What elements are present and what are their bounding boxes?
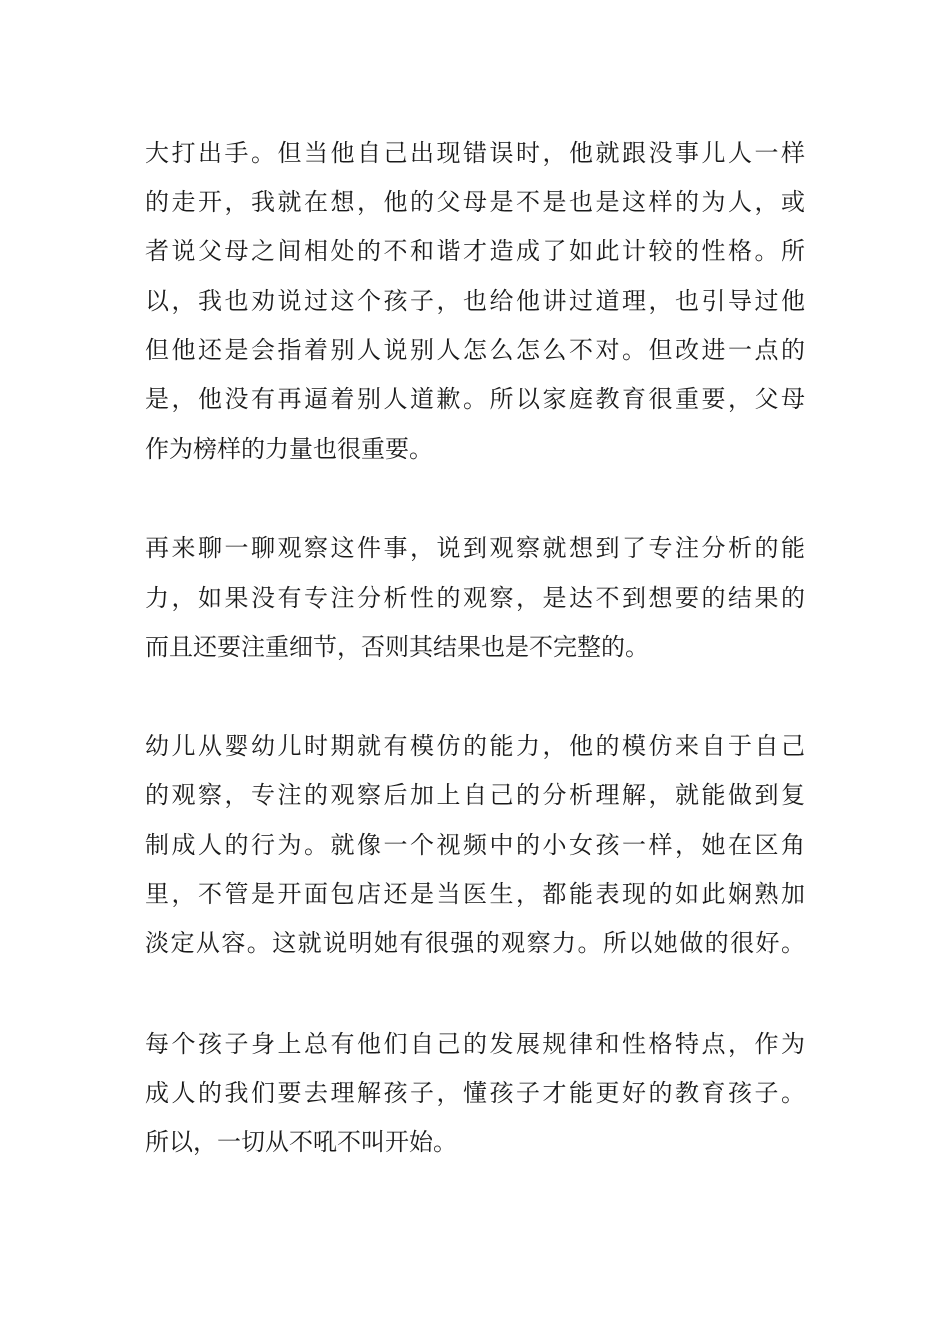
paragraph-2-line-1: 再来聊一聊观察这件事，说到观察就想到了专注分析的能 <box>145 534 805 562</box>
paragraph-2-line-2: 力，如果没有专注分析性的观察，是达不到想要的结果的 <box>145 584 805 612</box>
paragraph-1-line-2: 的走开，我就在想，他的父母是不是也是这样的为人，或 <box>145 188 805 216</box>
paragraph-1-line-4: 以，我也劝说过这个孩子，也给他讲过道理，也引导过他 <box>145 287 805 315</box>
paragraph-2-line-3: 而且还要注重细节，否则其结果也是不完整的。 <box>145 633 649 661</box>
paragraph-1-line-7: 作为榜样的力量也很重要。 <box>145 435 433 463</box>
paragraph-3-line-5: 淡定从容。这就说明她有很强的观察力。所以她做的很好。 <box>145 929 805 957</box>
paragraph-3-line-3: 制成人的行为。就像一个视频中的小女孩一样，她在区角 <box>145 831 805 859</box>
paragraph-3-line-2: 的观察，专注的观察后加上自己的分析理解，就能做到复 <box>145 781 805 809</box>
paragraph-1-line-1: 大打出手。但当他自己出现错误时，他就跟没事儿人一样 <box>145 139 805 167</box>
paragraph-1-line-5: 但他还是会指着别人说别人怎么怎么不对。但改进一点的 <box>145 336 805 364</box>
paragraph-3-line-1: 幼儿从婴幼儿时期就有模仿的能力，他的模仿来自于自己 <box>145 732 805 760</box>
paragraph-4-line-1: 每个孩子身上总有他们自己的发展规律和性格特点，作为 <box>145 1030 805 1058</box>
paragraph-4-line-2: 成人的我们要去理解孩子，懂孩子才能更好的教育孩子。 <box>145 1079 805 1107</box>
paragraph-3-line-4: 里，不管是开面包店还是当医生，都能表现的如此娴熟加 <box>145 880 805 908</box>
paragraph-1-line-6: 是，他没有再逼着别人道歉。所以家庭教育很重要，父母 <box>145 385 805 413</box>
paragraph-4-line-3: 所以，一切从不吼不叫开始。 <box>145 1128 457 1156</box>
paragraph-1-line-3: 者说父母之间相处的不和谐才造成了如此计较的性格。所 <box>145 237 805 265</box>
